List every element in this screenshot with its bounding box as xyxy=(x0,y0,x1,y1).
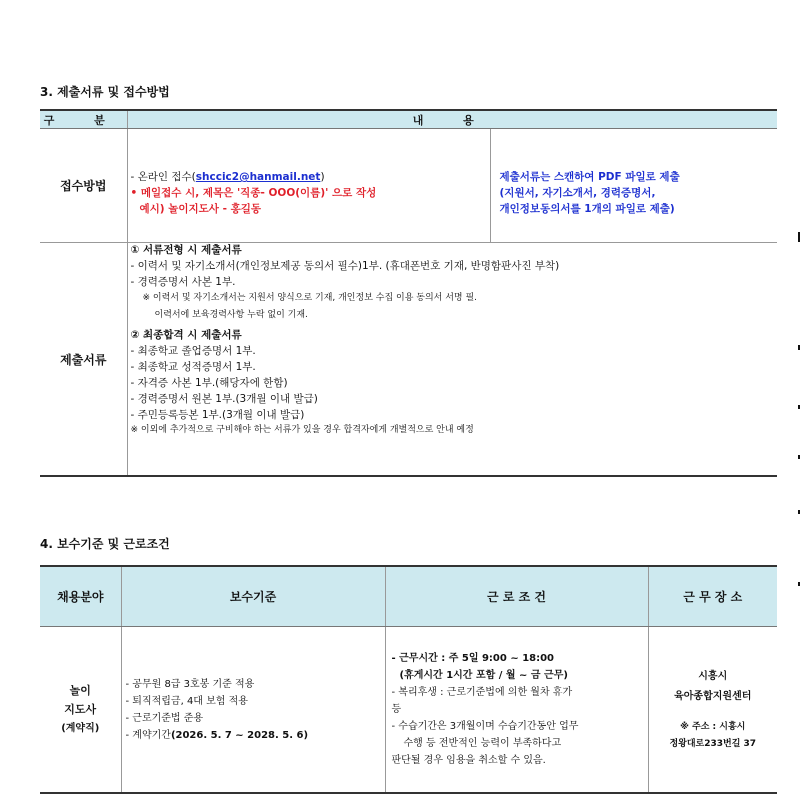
conditions-cell xyxy=(385,627,648,794)
document-line: ② 최종합격 시 제출서류 xyxy=(130,329,242,341)
contract-period: (2026. 5. 7 ~ 2028. 5. 6) xyxy=(170,729,309,741)
document-line: ※ 이외에 추가적으로 구비해야 하는 서류가 있을 경우 합격자에게 개별적으로 안내 예정 xyxy=(130,425,474,435)
section4-title: 4. 보수기준 및 근로조건 xyxy=(40,537,170,551)
header-content: 내 용 xyxy=(127,110,777,129)
header-location: 근 무 장 소 xyxy=(648,566,777,627)
header-field: 채용분야 xyxy=(40,566,121,627)
condition-line: (휴게시간 1시간 포함 / 월 ~ 금 근무) xyxy=(399,670,568,681)
address-line: 정왕대로233번길 37 xyxy=(669,738,757,749)
condition-line: 등 xyxy=(391,704,402,715)
field-cell xyxy=(40,627,121,794)
online-suffix: ) xyxy=(320,171,325,183)
location-cell xyxy=(648,627,777,794)
file-note-line: 개인정보동의서를 1개의 파일로 제출) xyxy=(499,203,675,215)
file-note-line: 제출서류는 스캔하여 PDF 파일로 제출 xyxy=(499,171,680,183)
method-content xyxy=(131,169,377,217)
online-prefix: - 온라인 접수( xyxy=(130,171,196,183)
header-pay: 보수기준 xyxy=(121,566,385,627)
file-note xyxy=(500,169,680,217)
section3-title: 3. 제출서류 및 접수방법 xyxy=(40,85,170,99)
field-line: (계약직) xyxy=(61,723,100,734)
email-example: 예시) 놀이지도사 - 홍길동 xyxy=(139,203,262,215)
header-conditions: 근 로 조 건 xyxy=(385,566,648,627)
document-line: ※ 이력서 및 자기소개서는 지원서 양식으로 기재, 개인정보 수집 이용 동의서 서명 필. xyxy=(142,293,477,303)
inner-divider xyxy=(490,129,491,242)
document-line: - 주민등록등본 1부.(3개월 이내 발급) xyxy=(130,409,305,421)
condition-line: 판단될 경우 임용을 취소할 수 있음. xyxy=(391,755,546,766)
header-category: 구 분 xyxy=(40,110,127,129)
document-line: - 경력증명서 사본 1부. xyxy=(130,276,236,288)
file-note-line: (지원서, 자기소개서, 경력증명서, xyxy=(499,187,656,199)
pay-line: - 공무원 8급 3호봉 기준 적용 xyxy=(125,678,255,690)
field-line: 놀이 xyxy=(69,684,91,697)
document-line: ① 서류전형 시 제출서류 xyxy=(130,244,242,256)
pay-line: - 근로기준법 준용 xyxy=(125,712,204,724)
pay-cell xyxy=(121,627,385,794)
submission-table xyxy=(40,109,777,477)
email-link[interactable]: shccic2@hanmail.net xyxy=(195,171,321,183)
document-line: - 경력증명서 원본 1부.(3개월 이내 발급) xyxy=(130,393,318,405)
condition-line: - 근무시간 : 주 5일 9:00 ~ 18:00 xyxy=(391,653,555,664)
document-line: - 최종학교 성적증명서 1부. xyxy=(130,361,256,373)
pay-line: - 계약기간 xyxy=(125,729,171,741)
email-subject-rule: • 메일접수 시, 제목은 '직종- OOO(이름)' 으로 작성 xyxy=(130,187,377,199)
row-label-documents: 제출서류 xyxy=(40,243,127,477)
document-line: 이력서에 보육경력사항 누락 없이 기재. xyxy=(154,310,308,320)
document-line: - 자격증 사본 1부.(해당자에 한함) xyxy=(130,377,288,389)
location-line: 시흥시 xyxy=(698,670,728,682)
pay-line: - 퇴직적립금, 4대 보험 적용 xyxy=(125,695,248,707)
document-list xyxy=(131,243,560,439)
row-label-method: 접수방법 xyxy=(40,129,127,243)
condition-line: - 복리후생 : 근로기준법에 의한 월차 휴가 xyxy=(391,687,573,698)
condition-line: 수행 등 전반적인 능력이 부족하다고 xyxy=(403,738,562,749)
address-line: ※ 주소 : 시흥시 xyxy=(680,721,746,732)
document-line: - 최종학교 졸업증명서 1부. xyxy=(130,345,256,357)
field-line: 지도사 xyxy=(64,703,97,716)
location-line: 육아종합지원센터 xyxy=(674,690,752,702)
document-line: - 이력서 및 자기소개서(개인정보제공 동의서 필수)1부. (휴대폰번호 기재, 반명함판사진 부착) xyxy=(130,260,560,272)
pay-conditions-table xyxy=(40,565,777,794)
condition-line: - 수습기간은 3개월이며 수습기간동안 업무 xyxy=(391,721,579,732)
